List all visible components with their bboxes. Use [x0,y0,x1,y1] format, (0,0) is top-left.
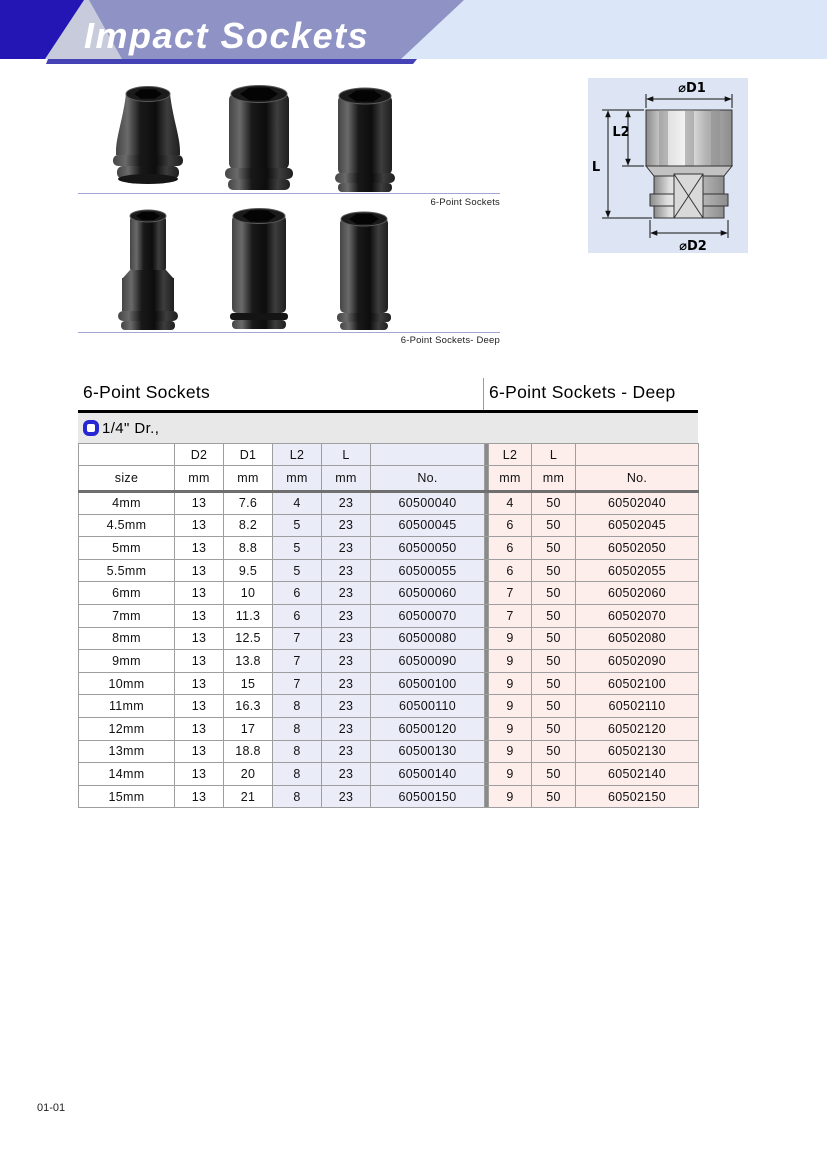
gallery-caption-1: 6-Point Sockets [430,197,500,208]
cell-deep_l2: 9 [489,672,532,695]
cell-deep_l2: 7 [489,604,532,627]
table-row [79,650,699,673]
cell-size: 5.5mm [79,559,175,582]
table-row [79,763,699,786]
cell-deep_l: 50 [532,492,576,515]
cell-d1: 8.8 [224,537,273,560]
header-cell: mm [489,466,532,492]
dimension-diagram [588,78,748,253]
table-row [79,627,699,650]
cell-deep_no: 60502110 [576,695,699,718]
page-title: Impact Sockets [84,15,370,56]
cell-size: 4mm [79,492,175,515]
table-row [79,785,699,808]
header-cell: L2 [273,444,322,466]
table-row [79,514,699,537]
cell-d2: 13 [175,717,224,740]
cell-deep_l2: 9 [489,627,532,650]
cell-no: 60500090 [371,650,485,673]
cell-deep_no: 60502045 [576,514,699,537]
cell-d1: 12.5 [224,627,273,650]
cell-size: 9mm [79,650,175,673]
cell-deep_l2: 9 [489,695,532,718]
cell-l: 23 [322,785,371,808]
cell-l: 23 [322,740,371,763]
cell-l2: 6 [273,582,322,605]
cell-deep_l: 50 [532,672,576,695]
cell-size: 5mm [79,537,175,560]
table-row [79,672,699,695]
drive-size-icon [83,420,99,436]
socket-photo-5 [226,207,292,329]
cell-deep_l: 50 [532,763,576,786]
cell-d2: 13 [175,763,224,786]
cell-d2: 13 [175,559,224,582]
diagram-l-label: L [591,160,601,175]
cell-size: 4.5mm [79,514,175,537]
cell-no: 60500060 [371,582,485,605]
cell-l: 23 [322,559,371,582]
cell-deep_l: 50 [532,740,576,763]
socket-photo-1 [110,85,186,193]
cell-l: 23 [322,763,371,786]
section-title-right: 6-Point Sockets - Deep [489,382,676,402]
diagram-d1-label: ⌀D1 [678,81,706,96]
cell-d2: 13 [175,672,224,695]
header-row-dims [79,444,699,466]
cell-l2: 5 [273,537,322,560]
cell-deep_l2: 6 [489,559,532,582]
cell-no: 60500040 [371,492,485,515]
cell-deep_l: 50 [532,514,576,537]
cell-d1: 18.8 [224,740,273,763]
cell-d1: 9.5 [224,559,273,582]
cell-d2: 13 [175,627,224,650]
cell-deep_l2: 4 [489,492,532,515]
cell-deep_no: 60502050 [576,537,699,560]
socket-photo-3 [330,86,400,192]
cell-l: 23 [322,514,371,537]
cell-deep_l2: 9 [489,650,532,673]
cell-no: 60500055 [371,559,485,582]
cell-deep_l2: 7 [489,582,532,605]
gallery-caption-2: 6-Point Sockets- Deep [400,335,500,346]
cell-l: 23 [322,492,371,515]
cell-deep_l2: 6 [489,514,532,537]
cell-no: 60500045 [371,514,485,537]
diagram-l2-label: L2 [612,125,630,140]
cell-d2: 13 [175,785,224,808]
cell-deep_no: 60502130 [576,740,699,763]
socket-photo-2 [222,84,296,192]
gallery-divider-line-1 [78,193,500,194]
header-cell: L [322,444,371,466]
cell-d2: 13 [175,514,224,537]
cell-size: 10mm [79,672,175,695]
header-cell: mm [224,466,273,492]
cell-deep_no: 60502055 [576,559,699,582]
cell-d1: 10 [224,582,273,605]
table-row [79,717,699,740]
cell-l: 23 [322,582,371,605]
cell-deep_l: 50 [532,582,576,605]
header-cell: No. [371,466,485,492]
header-cell [79,444,175,466]
header-cell: mm [532,466,576,492]
cell-no: 60500150 [371,785,485,808]
cell-d1: 8.2 [224,514,273,537]
gallery-divider-line-2 [78,332,500,333]
cell-deep_l: 50 [532,785,576,808]
cell-deep_l: 50 [532,627,576,650]
header-cell: L [532,444,576,466]
cell-d2: 13 [175,492,224,515]
cell-d2: 13 [175,582,224,605]
cell-size: 13mm [79,740,175,763]
header-cell [371,444,485,466]
cell-deep_no: 60502080 [576,627,699,650]
cell-l2: 5 [273,514,322,537]
header-cell: mm [322,466,371,492]
section-title-left: 6-Point Sockets [83,382,211,402]
cell-deep_no: 60502140 [576,763,699,786]
cell-no: 60500130 [371,740,485,763]
cell-l2: 8 [273,785,322,808]
cell-l: 23 [322,717,371,740]
cell-deep_no: 60502090 [576,650,699,673]
header-cell: No. [576,466,699,492]
cell-l: 23 [322,672,371,695]
cell-no: 60500080 [371,627,485,650]
cell-l2: 8 [273,740,322,763]
cell-no: 60500110 [371,695,485,718]
cell-deep_no: 60502150 [576,785,699,808]
drive-size-band [78,413,698,443]
table-row [79,740,699,763]
cell-size: 6mm [79,582,175,605]
page-number: 01-01 [37,1102,66,1114]
table-row [79,582,699,605]
cell-size: 11mm [79,695,175,718]
header-cell: mm [175,466,224,492]
cell-deep_no: 60502120 [576,717,699,740]
cell-size: 15mm [79,785,175,808]
cell-deep_l2: 9 [489,785,532,808]
table-body [79,492,699,808]
cell-d1: 21 [224,785,273,808]
cell-l2: 7 [273,672,322,695]
cell-l2: 7 [273,627,322,650]
cell-d1: 20 [224,763,273,786]
cell-l: 23 [322,627,371,650]
header-cell: mm [273,466,322,492]
cell-d2: 13 [175,537,224,560]
socket-photo-4 [113,208,183,330]
spec-table [78,443,699,808]
cell-deep_l: 50 [532,650,576,673]
cell-deep_l2: 9 [489,717,532,740]
cell-l2: 4 [273,492,322,515]
cell-l2: 8 [273,717,322,740]
cell-deep_no: 60502070 [576,604,699,627]
cell-size: 7mm [79,604,175,627]
cell-deep_l: 50 [532,559,576,582]
diagram-d2-label: ⌀D2 [679,239,707,253]
cell-d1: 15 [224,672,273,695]
cell-d1: 13.8 [224,650,273,673]
cell-deep_no: 60502100 [576,672,699,695]
section-titles [78,378,698,410]
header-cell: L2 [489,444,532,466]
table-row [79,695,699,718]
cell-no: 60500140 [371,763,485,786]
cell-l: 23 [322,695,371,718]
cell-l2: 6 [273,604,322,627]
table-row [79,492,699,515]
cell-deep_l: 50 [532,717,576,740]
cell-d1: 16.3 [224,695,273,718]
cell-deep_l2: 9 [489,763,532,786]
cell-l: 23 [322,650,371,673]
cell-deep_no: 60502060 [576,582,699,605]
cell-d1: 11.3 [224,604,273,627]
cell-l2: 8 [273,763,322,786]
table-row [79,537,699,560]
header-row-units [79,466,699,492]
section-title-divider [483,378,484,410]
cell-l2: 7 [273,650,322,673]
cell-l: 23 [322,604,371,627]
cell-l: 23 [322,537,371,560]
cell-d2: 13 [175,650,224,673]
cell-no: 60500050 [371,537,485,560]
header-cell: D1 [224,444,273,466]
cell-deep_no: 60502040 [576,492,699,515]
cell-d1: 7.6 [224,492,273,515]
cell-d2: 13 [175,604,224,627]
cell-no: 60500070 [371,604,485,627]
cell-deep_l2: 9 [489,740,532,763]
table-row [79,559,699,582]
header-cell [576,444,699,466]
cell-l2: 5 [273,559,322,582]
socket-photo-6 [333,210,395,330]
cell-deep_l: 50 [532,537,576,560]
cell-d2: 13 [175,740,224,763]
cell-l2: 8 [273,695,322,718]
cell-size: 8mm [79,627,175,650]
cell-size: 12mm [79,717,175,740]
cell-no: 60500100 [371,672,485,695]
table-row [79,604,699,627]
cell-size: 14mm [79,763,175,786]
cell-deep_l2: 6 [489,537,532,560]
drive-size-label: 1/4" Dr., [102,419,160,437]
cell-d2: 13 [175,695,224,718]
cell-no: 60500120 [371,717,485,740]
cell-deep_l: 50 [532,604,576,627]
header-cell: size [79,466,175,492]
cell-d1: 17 [224,717,273,740]
cell-deep_l: 50 [532,695,576,718]
header-cell: D2 [175,444,224,466]
